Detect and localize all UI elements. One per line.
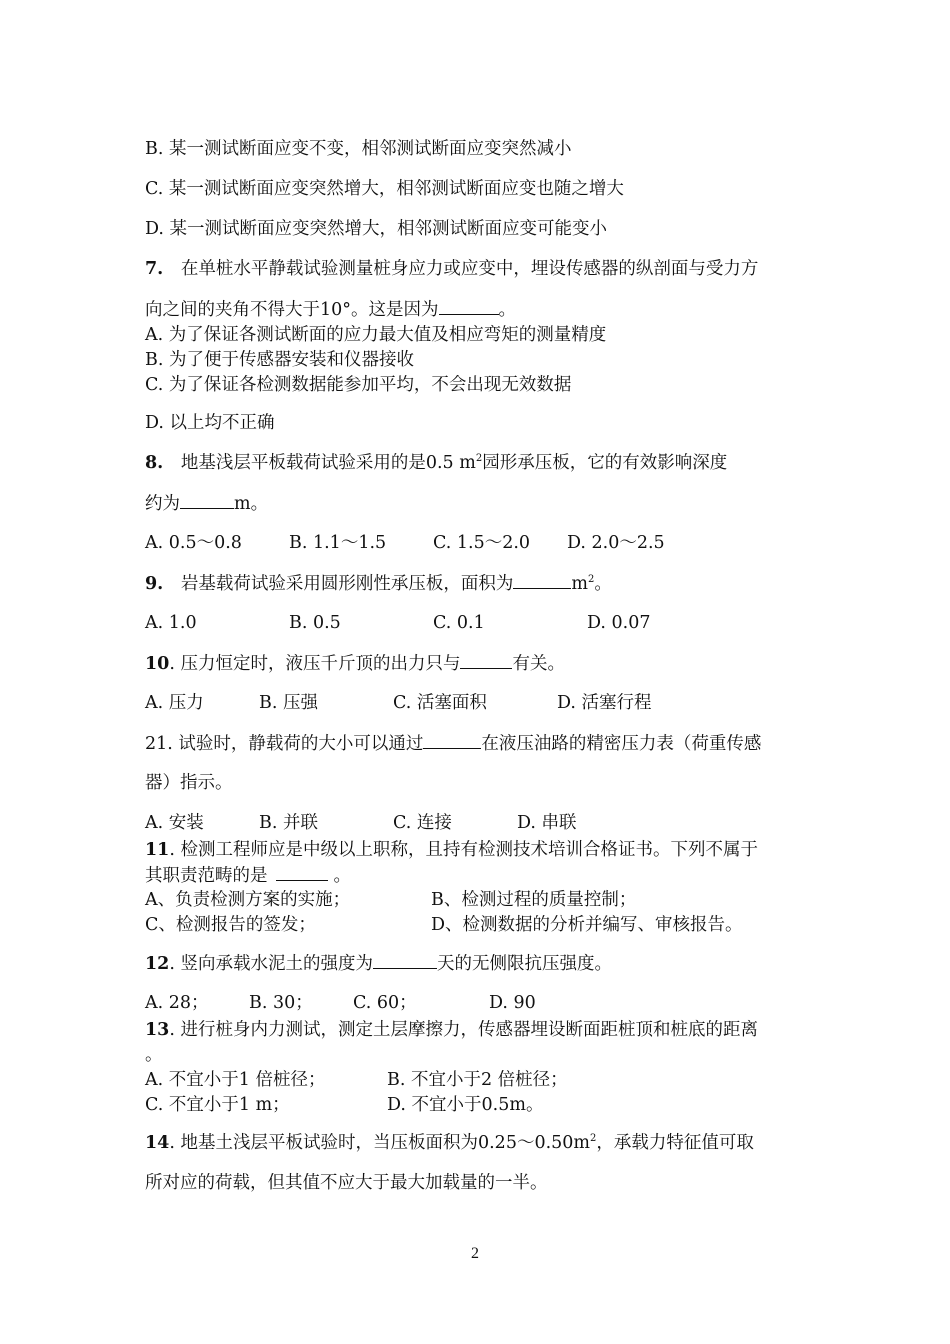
question-text: ，承载力特征值可取 (596, 1133, 754, 1153)
question-text: 在液压油路的精密压力表（荷重传感 (481, 734, 762, 754)
answer-blank (439, 297, 499, 315)
answer-blank (276, 863, 328, 881)
question-text: 约为 (145, 494, 180, 514)
option: C. 活塞面积 (393, 693, 487, 713)
question-number: 7. (145, 259, 164, 279)
question-text: 在单桩水平静载试验测量桩身应力或应变中，埋设传感器的纵剖面与受力方 (180, 259, 759, 279)
question-text: . 检测工程师应是中级以上职称，且持有检测技术培训合格证书。下列不属于 (169, 840, 758, 860)
options-row (145, 811, 577, 835)
answer-blank (460, 651, 512, 669)
option: B. 30； (249, 993, 313, 1013)
question-number: 11 (145, 840, 170, 860)
option-line: D. 以上均不正确 (145, 413, 275, 433)
option: B. 不宜小于2 倍桩径； (387, 1070, 568, 1090)
question-11-line-1 (145, 838, 758, 862)
question-12-line (145, 951, 612, 976)
option: B. 0.5 (289, 613, 341, 633)
question-13-line-2: 。 (145, 1045, 163, 1065)
question-14-line-2: 所对应的荷载，但其值不应大于最大加载量的一半。 (145, 1173, 548, 1193)
option-line: A. 为了保证各测试断面的应力最大值及相应弯矩的测量精度 (145, 325, 607, 345)
option: A. 28； (145, 993, 209, 1013)
option: C. 连接 (393, 813, 452, 833)
option: D、检测数据的分析并编写、审核报告。 (431, 915, 743, 935)
option-line: B. 某一测试断面应变不变，相邻测试断面应变突然减小 (145, 139, 572, 159)
options-row (145, 531, 665, 555)
question-number: 13 (145, 1020, 170, 1040)
question-14-line-1 (145, 1131, 754, 1155)
option: C、检测报告的签发； (145, 915, 316, 935)
question-number: 12 (145, 954, 170, 974)
option: A. 1.0 (145, 613, 197, 633)
question-8-line-1 (145, 451, 727, 475)
option: D. 活塞行程 (557, 693, 652, 713)
option-line: B. 为了便于传感器安装和仪器接收 (145, 350, 414, 370)
answer-blank (423, 731, 481, 749)
question-text: . 地基土浅层平板试验时，当压板面积为0.25～0.50m (169, 1133, 591, 1153)
answer-blank (513, 571, 571, 589)
question-text: 地基浅层平板载荷试验采用的是0.5 m (180, 453, 476, 473)
option: D. 2.0～2.5 (567, 533, 665, 553)
question-text: 有关。 (512, 654, 565, 674)
superscript: 2 (587, 574, 595, 586)
question-9-line (145, 571, 612, 596)
question-text: 岩基载荷试验采用圆形刚性承压板，面积为 (180, 574, 514, 594)
question-number: 10 (145, 654, 170, 674)
question-text: 。 (498, 300, 517, 320)
option-line: C. 为了保证各检测数据能参加平均，不会出现无效数据 (145, 375, 572, 395)
option: C. 0.1 (433, 613, 485, 633)
question-21-line-1 (145, 731, 761, 756)
option: B. 并联 (259, 813, 318, 833)
question-7-line-2 (145, 297, 516, 322)
question-text: 天的无侧限抗压强度。 (436, 954, 612, 974)
question-text: 园形承压板，它的有效影响深度 (482, 453, 728, 473)
question-text: 。 (594, 574, 612, 594)
question-13-line-1 (145, 1018, 758, 1042)
option: B、检测过程的质量控制； (431, 890, 637, 910)
option: B. 1.1～1.5 (289, 533, 387, 553)
options-row (145, 691, 652, 715)
option: D. 0.07 (587, 613, 651, 633)
option: C. 1.5～2.0 (433, 533, 531, 553)
option: A. 安装 (145, 813, 204, 833)
option: C. 60； (353, 993, 417, 1013)
option: A. 不宜小于1 倍桩径； (145, 1070, 326, 1090)
options-row (145, 888, 636, 912)
question-text: . 进行桩身内力测试，测定土层摩擦力，传感器埋设断面距桩顶和桩底的距离 (169, 1020, 758, 1040)
question-text: 21. 试验时，静载荷的大小可以通过 (145, 734, 424, 754)
option-line: C. 某一测试断面应变突然增大，相邻测试断面应变也随之增大 (145, 179, 624, 199)
question-text: 。 (333, 866, 351, 886)
superscript: 2 (475, 453, 483, 465)
question-7-line-1 (145, 257, 758, 281)
question-21-line-2: 器）指示。 (145, 773, 233, 793)
options-row (145, 913, 743, 937)
question-10-line (145, 651, 565, 676)
question-11-line-2 (145, 863, 351, 888)
option: B. 压强 (259, 693, 318, 713)
question-text: . 竖向承载水泥土的强度为 (169, 954, 373, 974)
options-row (145, 1068, 568, 1092)
option: A. 0.5～0.8 (145, 533, 242, 553)
options-row (145, 1093, 543, 1117)
question-number: 14 (145, 1133, 170, 1153)
answer-blank (180, 491, 234, 509)
option: A、负责检测方案的实施； (145, 890, 351, 910)
option-line: D. 某一测试断面应变突然增大，相邻测试断面应变可能变小 (145, 219, 608, 239)
question-text: 向之间的夹角不得大于10°。这是因为 (145, 300, 439, 320)
option: C. 不宜小于1 m； (145, 1095, 290, 1115)
question-number: 8. (145, 453, 164, 473)
question-text: . 压力恒定时，液压千斤顶的出力只与 (169, 654, 461, 674)
question-8-line-2 (145, 491, 268, 516)
option: A. 压力 (145, 693, 204, 713)
option: D. 90 (489, 993, 536, 1013)
page-number: 2 (471, 1245, 479, 1262)
option: D. 不宜小于0.5m。 (387, 1095, 544, 1115)
options-row (145, 611, 651, 635)
options-row (145, 991, 536, 1015)
question-text: m (571, 574, 588, 594)
answer-blank (373, 951, 437, 969)
question-text: m。 (234, 494, 269, 514)
option: D. 串联 (517, 813, 577, 833)
question-text: 其职责范畴的是 (145, 866, 268, 886)
question-number: 9. (145, 574, 164, 594)
superscript: 2 (590, 1133, 597, 1145)
